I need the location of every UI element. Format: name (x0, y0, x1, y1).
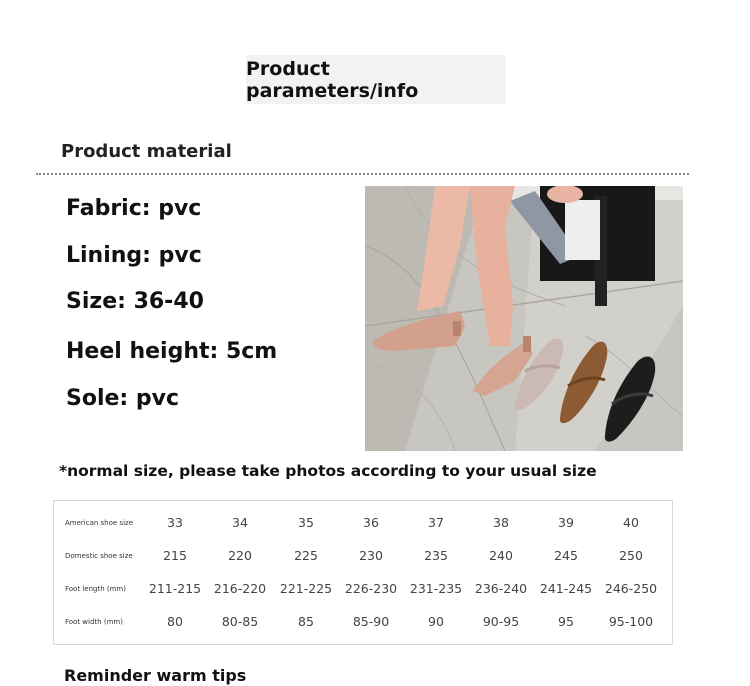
size-table (53, 500, 673, 645)
table-cell: 236-240 (474, 581, 528, 596)
table-cell: 230 (359, 548, 383, 563)
table-row (54, 539, 674, 572)
spec-sole: Sole: pvc (66, 386, 180, 411)
table-cell: 90-95 (482, 614, 520, 629)
table-cell: 80 (167, 614, 183, 629)
table-cell: 225 (294, 548, 318, 563)
size-note: *normal size, please take photos according to your usual size (59, 462, 597, 480)
table-cell: 34 (232, 515, 248, 530)
table-cell: 221-225 (279, 581, 333, 596)
table-cell: 85 (298, 614, 314, 629)
table-cell: 95 (558, 614, 574, 629)
table-cell: 40 (623, 515, 639, 530)
title-box (246, 55, 506, 104)
row-label: American shoe size (65, 518, 134, 527)
product-photo (365, 186, 683, 451)
table-cell: 231-235 (409, 581, 463, 596)
spec-heel-height: Heel height: 5cm (66, 339, 278, 364)
table-cell: 250 (619, 548, 643, 563)
table-cell: 226-230 (344, 581, 398, 596)
reminder-heading: Reminder warm tips (64, 666, 247, 685)
table-cell: 241-245 (539, 581, 593, 596)
row-label: Foot width (mm) (65, 617, 123, 626)
row-label: Domestic shoe size (65, 551, 133, 560)
page-title: Product parameters/info (246, 57, 419, 102)
table-cell: 211-215 (148, 581, 202, 596)
table-cell: 235 (424, 548, 448, 563)
table-cell: 38 (493, 515, 509, 530)
spec-fabric: Fabric: pvc (66, 196, 202, 221)
table-row (54, 572, 674, 605)
table-cell: 36 (363, 515, 379, 530)
table-cell: 216-220 (213, 581, 267, 596)
table-cell: 215 (163, 548, 187, 563)
section-heading: Product material (61, 141, 232, 162)
table-cell: 39 (558, 515, 574, 530)
table-cell: 220 (228, 548, 252, 563)
spec-lining: Lining: pvc (66, 243, 202, 268)
table-cell: 90 (428, 614, 444, 629)
table-cell: 33 (167, 515, 183, 530)
row-label: Foot length (mm) (65, 584, 126, 593)
table-cell: 246-250 (604, 581, 658, 596)
dotted-divider (36, 173, 689, 175)
table-cell: 80-85 (221, 614, 259, 629)
table-cell: 85-90 (352, 614, 390, 629)
table-cell: 240 (489, 548, 513, 563)
table-cell: 95-100 (608, 614, 654, 629)
table-row (54, 506, 674, 539)
table-cell: 35 (298, 515, 314, 530)
table-cell: 245 (554, 548, 578, 563)
table-row (54, 605, 674, 638)
spec-size: Size: 36-40 (66, 289, 204, 314)
table-cell: 37 (428, 515, 444, 530)
